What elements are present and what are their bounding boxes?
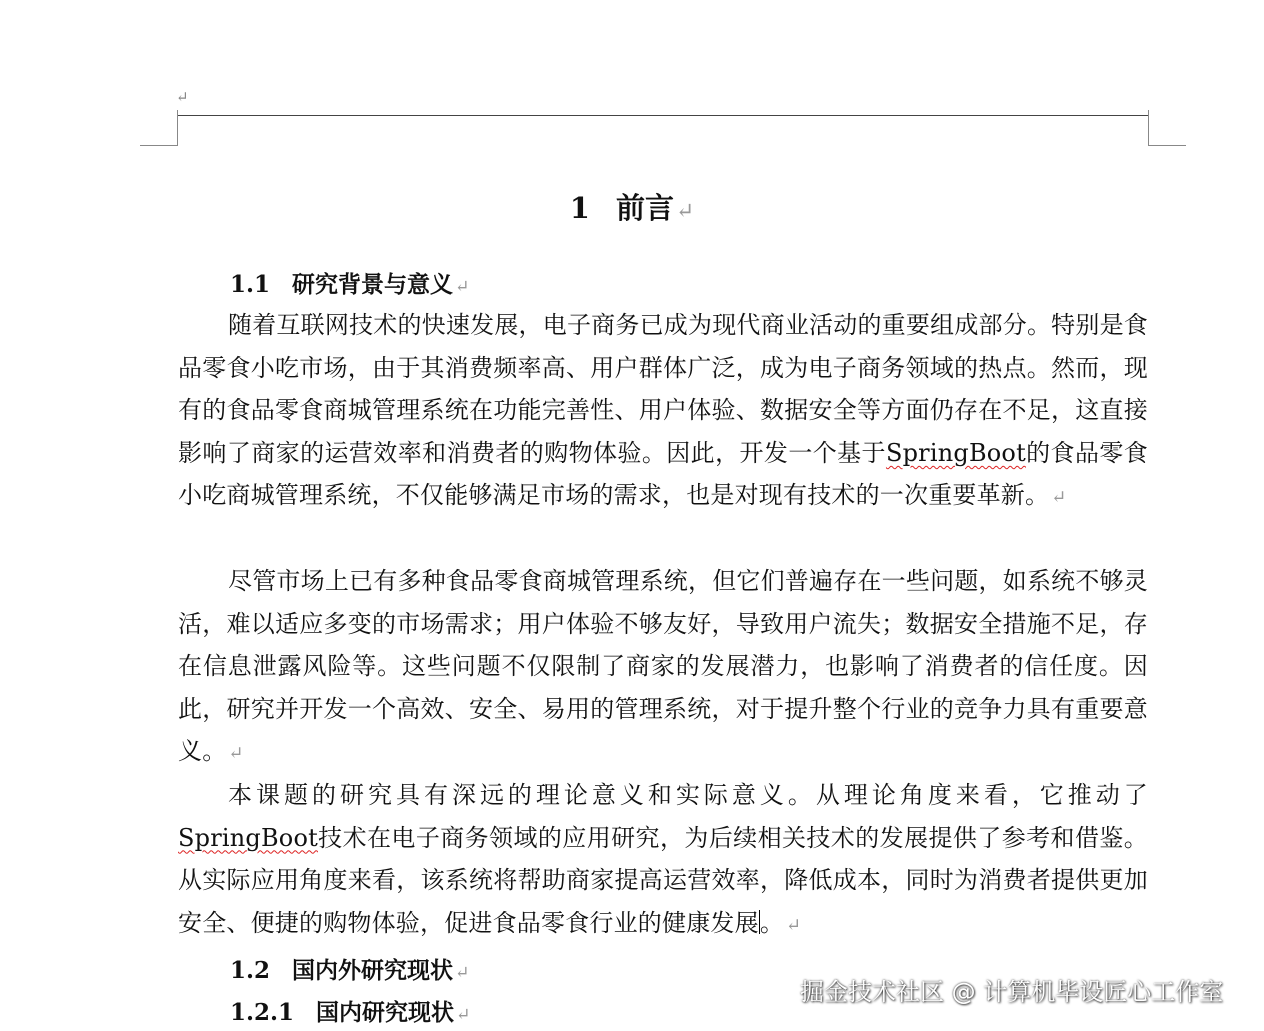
spell-flagged-term: SpringBoot: [885, 438, 1026, 467]
section-number: 1.2.1: [230, 999, 295, 1026]
paragraph-text: 随着互联网技术的快速发展，电子商务已成为现代商业活动的重要组成部分。特别是食品零食小吃市场，由于其消费频率高、用户群体广泛，成为电子商务领域的热点。然而，现有的食品零食商城管理系统在功能完善性、用户体验、数据安全等方面仍存在不足，这直接影响了商家的运营效率和消费者的购物体验。因此，开发一个基于: [178, 311, 1148, 467]
section-heading-1-2-1[interactable]: [230, 994, 471, 1027]
crop-mark-left-h: [140, 145, 178, 146]
paragraph-text: 的食品零食小吃商城管理系统，不仅能够满足市场的需求，也是对现有技术的一次重要革新。: [178, 438, 1148, 510]
spell-flagged-term: SpringBoot: [178, 823, 318, 852]
section-heading-1-2[interactable]: [230, 952, 469, 985]
watermark: 掘金技术社区 @ 计算机毕设匠心工作室: [800, 978, 1224, 1006]
section-heading-1-1[interactable]: [230, 266, 469, 299]
crop-mark-left-v: [177, 110, 178, 146]
section-title: 国内研究现状: [316, 999, 455, 1026]
section-title: 国内外研究现状: [292, 957, 454, 984]
paragraph-text: 尽管市场上已有多种食品零食商城管理系统，但它们普遍存在一些问题，如系统不够灵活，难以适应多变的市场需求；用户体验不够友好，导致用户流失；数据安全措施不足，存在信息泄露风险等。这些问题不仅限制了商家的发展潜力，也影响了消费者的信任度。因此，研究并开发一个高效、安全、易用的管理系统，对于提升整个行业的竞争力具有重要意义。: [178, 567, 1148, 766]
paragraph-mark: ↵: [675, 199, 695, 224]
paragraph-mark: ↵: [228, 743, 244, 765]
section-number: 1.1: [230, 271, 271, 298]
section-number: 1.2: [230, 957, 271, 984]
paragraph-mark: ↵: [455, 277, 470, 297]
paragraph-mark: ↵: [1051, 487, 1067, 509]
header-rule: [178, 115, 1148, 116]
body-paragraph[interactable]: [178, 560, 1148, 776]
section-title: 研究背景与意义: [292, 271, 454, 298]
paragraph-text: 本课题的研究具有深远的理论意义和实际意义。从理论角度来看，它推动了: [228, 781, 1148, 809]
header-paragraph-mark: ↵: [176, 88, 189, 106]
paragraph-text: 。: [759, 908, 785, 937]
paragraph-text: 技术在电子商务领域的应用研究，为后续相关技术的发展提供了参考和借鉴。从实际应用角度来看，该系统将帮助商家提高运营效率，降低成本，同时为消费者提供更加安全、便捷的购物体验，促进食品零食行业的健康发展: [178, 823, 1148, 937]
body-paragraph[interactable]: [178, 774, 1148, 947]
paragraph-mark: ↵: [456, 1005, 471, 1025]
chapter-title: 前言: [615, 191, 674, 225]
body-paragraph[interactable]: [178, 304, 1148, 520]
crop-mark-right-h: [1148, 145, 1186, 146]
paragraph-mark: ↵: [455, 963, 470, 983]
chapter-number: 1: [569, 191, 590, 225]
crop-mark-right-v: [1148, 110, 1149, 146]
paragraph-mark: ↵: [786, 914, 802, 936]
chapter-heading[interactable]: [0, 186, 1264, 227]
